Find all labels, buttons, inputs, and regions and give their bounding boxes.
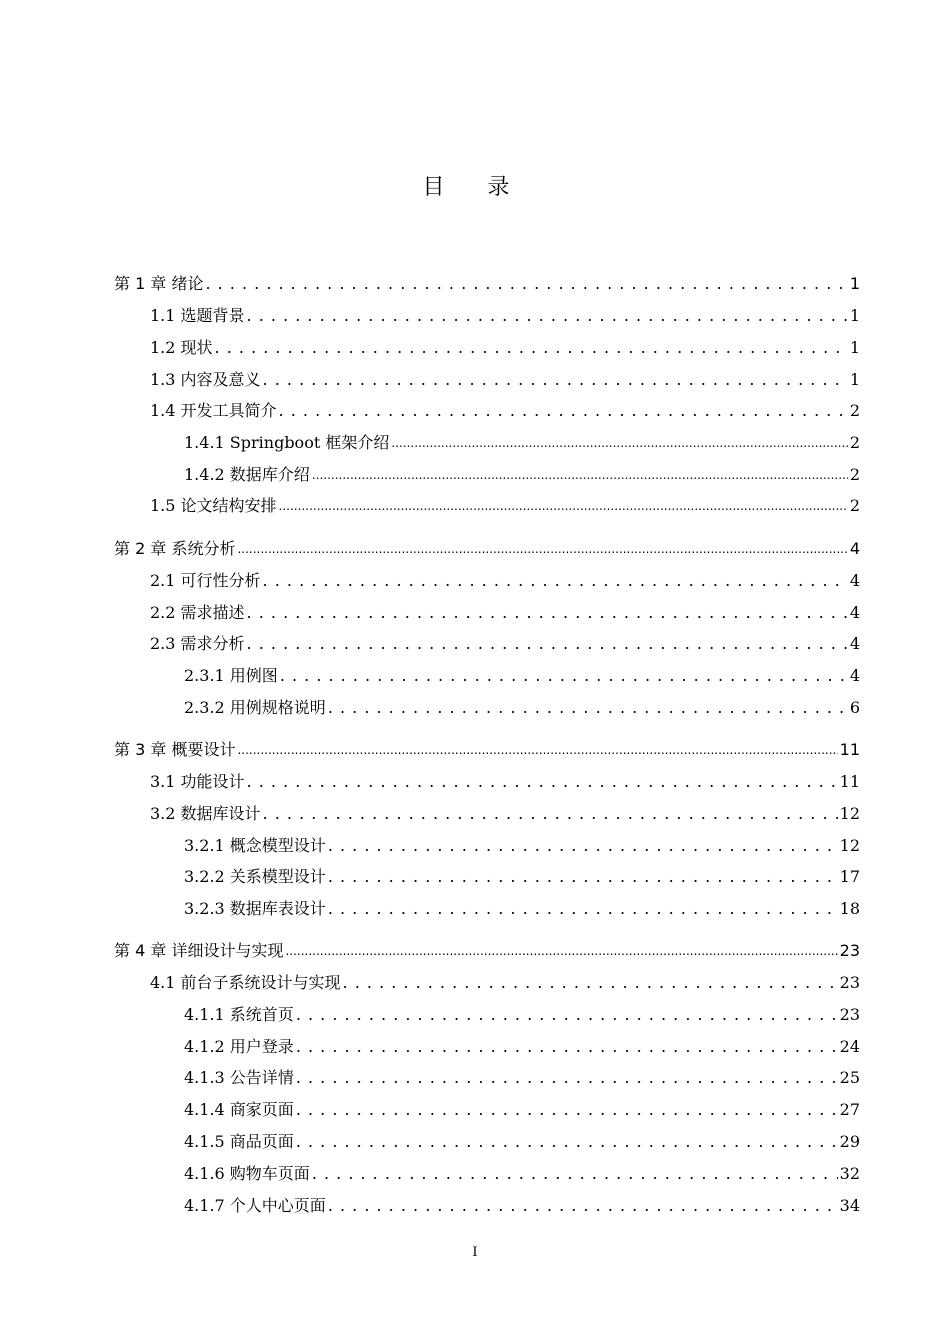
toc-subsection-entry[interactable] [114, 662, 860, 686]
dot-leader [296, 1005, 838, 1025]
dot-leader [328, 867, 838, 887]
toc-section-entry[interactable] [114, 334, 860, 358]
toc-entry-label: 第 2 章 系统分析 [114, 539, 236, 558]
toc-entry-label: 1.4.2 数据库介绍 [184, 465, 310, 484]
toc-entry-page: 12 [839, 804, 860, 823]
toc-entry-label: 4.1.7 个人中心页面 [184, 1196, 326, 1215]
toc-subsection-entry[interactable] [114, 1192, 860, 1216]
toc-subsection-entry[interactable] [114, 863, 860, 887]
toc-section-entry[interactable] [114, 492, 860, 516]
toc-entry-page: 27 [839, 1100, 860, 1119]
toc-entry-label: 4.1.2 用户登录 [184, 1037, 294, 1056]
toc-entry-page: 11 [839, 772, 860, 791]
dot-leader [215, 338, 848, 358]
toc-entry-label: 4.1.1 系统首页 [184, 1005, 294, 1024]
toc-section-entry[interactable] [114, 397, 860, 421]
toc-entry-page: 2 [849, 465, 860, 484]
toc-chapter-entry[interactable] [114, 270, 860, 294]
toc-entry-label: 第 1 章 绪论 [114, 274, 204, 293]
dot-leader [279, 496, 848, 516]
dot-leader [391, 433, 847, 453]
toc-subsection-entry[interactable] [114, 1096, 860, 1120]
toc-title: 目 录 [422, 175, 528, 200]
toc-entry-label: 3.2.2 关系模型设计 [184, 867, 326, 886]
toc-entry-page: 11 [839, 740, 860, 759]
toc-entry-label: 4.1.3 公告详情 [184, 1068, 294, 1087]
toc-entry-page: 4 [849, 666, 860, 685]
toc-entry-label: 4.1.5 商品页面 [184, 1132, 294, 1151]
toc-entry-label: 3.2 数据库设计 [150, 804, 261, 823]
toc-section-entry[interactable] [114, 630, 860, 654]
dot-leader [296, 1037, 838, 1057]
dot-leader [237, 539, 847, 559]
dot-leader [205, 274, 847, 294]
dot-leader [328, 698, 848, 718]
toc-entry-label: 1.4 开发工具简介 [150, 401, 277, 420]
toc-entry-page: 25 [839, 1068, 860, 1087]
toc-entry-page: 4 [849, 539, 860, 558]
toc-subsection-entry[interactable] [114, 895, 860, 919]
toc-subsection-entry[interactable] [114, 1033, 860, 1057]
toc-chapter-entry[interactable] [114, 736, 860, 760]
toc-entry-label: 1.3 内容及意义 [150, 370, 261, 389]
toc-entry-label: 3.1 功能设计 [150, 772, 245, 791]
dot-leader [296, 1068, 838, 1088]
dot-leader [263, 804, 838, 824]
toc-section-entry[interactable] [114, 768, 860, 792]
dot-leader [343, 973, 838, 993]
toc-chapter-entry[interactable] [114, 535, 860, 559]
toc-entry-page: 1 [849, 306, 860, 325]
toc-entry-label: 4.1.4 商家页面 [184, 1100, 294, 1119]
toc-entry-page: 4 [849, 571, 860, 590]
toc-subsection-entry[interactable] [114, 1160, 860, 1184]
toc-entry-page: 1 [849, 370, 860, 389]
toc-entry-page: 23 [839, 1005, 860, 1024]
toc-entry-page: 23 [839, 973, 860, 992]
toc-entry-label: 1.4.1 Springboot 框架介绍 [184, 433, 390, 452]
dot-leader [237, 740, 837, 760]
dot-leader [328, 836, 838, 856]
dot-leader [328, 899, 838, 919]
toc-entry-label: 2.3.2 用例规格说明 [184, 698, 326, 717]
toc-entry-page: 2 [849, 496, 860, 515]
toc-entry-label: 4.1 前台子系统设计与实现 [150, 973, 341, 992]
toc-entry-label: 2.1 可行性分析 [150, 571, 261, 590]
dot-leader [247, 772, 838, 792]
toc-entry-page: 34 [839, 1196, 860, 1215]
toc-subsection-entry[interactable] [114, 1064, 860, 1088]
dot-leader [247, 603, 848, 623]
toc-entry-page: 24 [839, 1037, 860, 1056]
toc-entry-label: 4.1.6 购物车页面 [184, 1164, 310, 1183]
toc-subsection-entry[interactable] [114, 832, 860, 856]
toc-section-entry[interactable] [114, 800, 860, 824]
toc-entry-label: 1.2 现状 [150, 338, 213, 357]
toc-section-entry[interactable] [114, 969, 860, 993]
toc-entry-page: 2 [849, 401, 860, 420]
toc-section-entry[interactable] [114, 599, 860, 623]
toc-entry-page: 29 [839, 1132, 860, 1151]
toc-entry-page: 6 [849, 698, 860, 717]
toc-entry-label: 第 4 章 详细设计与实现 [114, 941, 284, 960]
toc-entry-page: 17 [839, 867, 860, 886]
toc-entry-page: 32 [839, 1164, 860, 1183]
toc-subsection-entry[interactable] [114, 429, 860, 453]
toc-entry-label: 2.3 需求分析 [150, 634, 245, 653]
toc-entry-page: 4 [849, 603, 860, 622]
toc-entry-page: 1 [849, 274, 860, 293]
toc-subsection-entry[interactable] [114, 1001, 860, 1025]
toc-entry-label: 3.2.1 概念模型设计 [184, 836, 326, 855]
dot-leader [279, 401, 848, 421]
toc-entry-page: 23 [839, 941, 860, 960]
toc-entry-label: 2.2 需求描述 [150, 603, 245, 622]
dot-leader [312, 465, 848, 485]
dot-leader [296, 1132, 838, 1152]
toc-entry-page: 4 [849, 634, 860, 653]
dot-leader [247, 634, 848, 654]
toc-subsection-entry[interactable] [114, 694, 860, 718]
toc-entry-label: 2.3.1 用例图 [184, 666, 278, 685]
toc-entry-page: 2 [849, 433, 860, 452]
toc-entry-label: 第 3 章 概要设计 [114, 740, 236, 759]
dot-leader [263, 571, 848, 591]
page-number: I [472, 1245, 478, 1260]
toc-chapter-entry[interactable] [114, 937, 860, 961]
dot-leader [296, 1100, 838, 1120]
dot-leader [285, 941, 837, 961]
toc-subsection-entry[interactable] [114, 1128, 860, 1152]
toc-section-entry[interactable] [114, 366, 860, 390]
dot-leader [328, 1196, 838, 1216]
toc-entry-label: 1.1 选题背景 [150, 306, 245, 325]
toc-entry-label: 3.2.3 数据库表设计 [184, 899, 326, 918]
toc-section-entry[interactable] [114, 567, 860, 591]
toc-entry-page: 12 [839, 836, 860, 855]
dot-leader [280, 666, 848, 686]
toc-subsection-entry[interactable] [114, 461, 860, 485]
dot-leader [263, 370, 848, 390]
toc-entry-label: 1.5 论文结构安排 [150, 496, 277, 515]
toc-entry-page: 1 [849, 338, 860, 357]
dot-leader [247, 306, 848, 326]
dot-leader [312, 1164, 838, 1184]
toc-entry-page: 18 [839, 899, 860, 918]
toc-section-entry[interactable] [114, 302, 860, 326]
